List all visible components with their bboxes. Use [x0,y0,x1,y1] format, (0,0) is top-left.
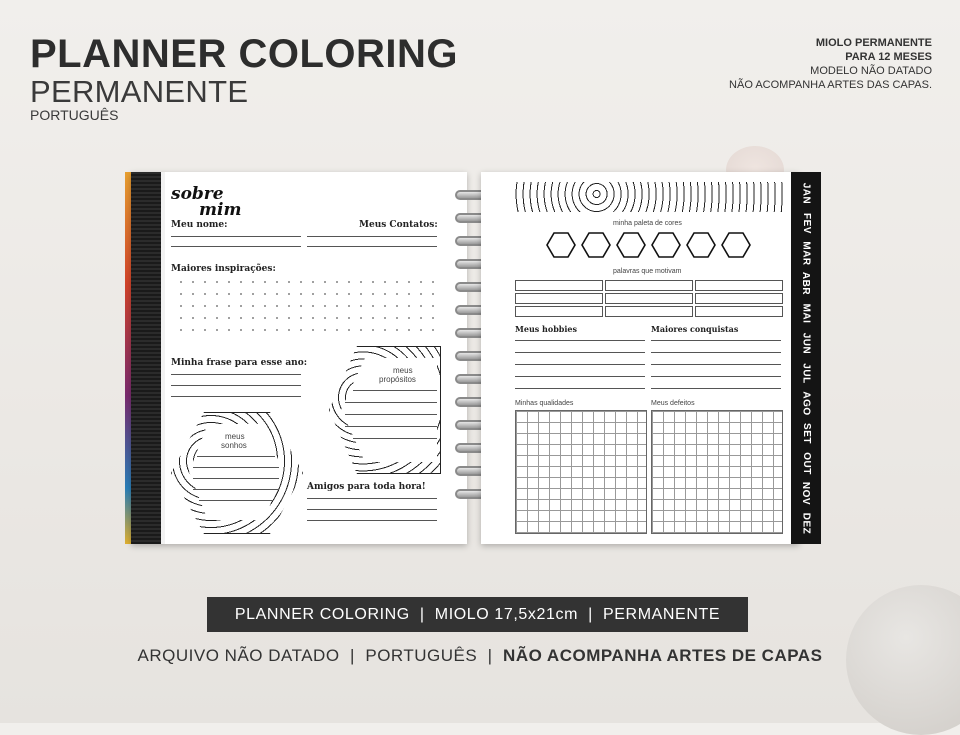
dreams-line-4 [193,489,279,490]
hobbies-line-5 [515,388,645,389]
tab-jun[interactable] [791,328,821,358]
tab-mai[interactable] [791,298,821,328]
palette-hexagon [547,233,575,257]
product-info [729,36,932,92]
tab-label: MAI [800,303,812,323]
page-spine-band [131,172,161,544]
month-tabs [791,172,821,544]
product-language: PORTUGUÊS [30,107,119,123]
contacts-line-1 [307,236,437,237]
spec-banner [207,597,748,632]
friends-line-1 [307,498,437,499]
tab-ago[interactable] [791,388,821,418]
achievements-label: Maiores conquistas [651,324,739,334]
phrase-line-1 [171,374,301,375]
right-page [481,172,799,544]
name-label: Meu nome: [171,220,228,230]
inspirations-label: Maiores inspirações: [171,264,276,274]
palette-hexagon [652,233,680,257]
footer-text: ARQUIVO NÃO DATADO | PORTUGUÊS | [137,646,504,665]
tab-label: SET [800,422,812,444]
motivate-box [605,293,693,304]
tab-label: DEZ [800,512,812,534]
phrase-line-3 [171,396,301,397]
footer-line [0,646,960,666]
palette-hexagon [687,233,715,257]
planner-spread [131,172,821,544]
tab-out[interactable] [791,448,821,478]
tab-label: OUT [800,451,812,475]
purposes-line-5 [353,438,437,439]
footer-text-bold: NÃO ACOMPANHA ARTES DE CAPAS [503,646,823,665]
heading-mim: mim [199,200,242,220]
tab-label: MAR [800,240,812,266]
purposes-label-1: meus [393,366,413,375]
motivate-box [695,280,783,291]
phrase-label: Minha frase para esse ano: [171,358,308,368]
tab-dez[interactable] [791,508,821,538]
dreams-line-5 [199,500,273,501]
dreams-line-1 [197,456,275,457]
dreams-label-1: meus [225,432,245,441]
hobbies-line-2 [515,352,645,353]
achievements-line-5 [651,388,781,389]
info-line-4: NÃO ACOMPANHA ARTES DAS CAPAS. [729,79,932,91]
name-line-1 [171,236,301,237]
info-line-3: MODELO NÃO DATADO [810,65,932,77]
friends-line-2 [307,509,437,510]
motivate-box [695,306,783,317]
purposes-line-3 [345,414,437,415]
left-page [131,172,467,544]
purposes-line-2 [345,402,437,403]
tab-label: JUN [800,332,812,354]
qualities-label: Minhas qualidades [515,400,574,407]
motivate-box [605,280,693,291]
product-title: PLANNER COLORING [30,32,458,76]
name-line-2 [171,246,301,247]
purposes-line-4 [345,426,437,427]
tab-nov[interactable] [791,478,821,508]
dreams-label-2: sonhos [221,441,247,450]
hobbies-line-4 [515,376,645,377]
friends-label: Amigos para toda hora! [307,482,426,492]
tab-set[interactable] [791,418,821,448]
phrase-line-2 [171,385,301,386]
tab-abr[interactable] [791,268,821,298]
hobbies-line-3 [515,364,645,365]
product-subtitle: PERMANENTE [30,74,249,109]
achievements-line-1 [651,340,781,341]
tab-mar[interactable] [791,238,821,268]
dreams-line-2 [193,467,279,468]
contacts-line-2 [307,246,437,247]
motivate-box [605,306,693,317]
tab-jan[interactable] [791,178,821,208]
motivate-box [515,280,603,291]
palette-hexagon [617,233,645,257]
qualities-grid [515,410,647,534]
motivate-label: palavras que motivam [613,268,682,275]
info-line-2: PARA 12 MESES [845,51,932,63]
purposes-line-1 [353,390,437,391]
contacts-label: Meus Contatos: [359,220,438,230]
motivate-box [695,293,783,304]
tab-label: NOV [800,481,812,505]
defects-label: Meus defeitos [651,400,695,407]
palette-hexagon [582,233,610,257]
purposes-label-2: propósitos [379,375,416,384]
achievements-line-2 [651,352,781,353]
tab-label: JUL [800,362,812,384]
tab-fev[interactable] [791,208,821,238]
inspirations-dot-grid [175,276,437,338]
palette-hexagons [545,230,755,260]
hobbies-line-1 [515,340,645,341]
motivate-box [515,306,603,317]
spec-banner-text: PLANNER COLORING | MIOLO 17,5x21cm | PERMANENTE [234,605,721,623]
achievements-line-3 [651,364,781,365]
palette-label: minha paleta de cores [613,220,682,227]
info-line-1: MIOLO PERMANENTE [815,37,932,49]
top-doodle-band [515,182,787,212]
motivate-box [515,293,603,304]
palette-hexagon [722,233,750,257]
friends-line-3 [307,520,437,521]
tab-label: AGO [800,390,812,416]
defects-grid [651,410,783,534]
tab-label: FEV [800,212,812,234]
tab-jul[interactable] [791,358,821,388]
tab-label: ABR [800,271,812,295]
dreams-line-3 [193,478,279,479]
heading-sobre: sobre [171,184,224,204]
achievements-line-4 [651,376,781,377]
tab-label: JAN [800,182,812,204]
hobbies-label: Meus hobbies [515,324,578,334]
